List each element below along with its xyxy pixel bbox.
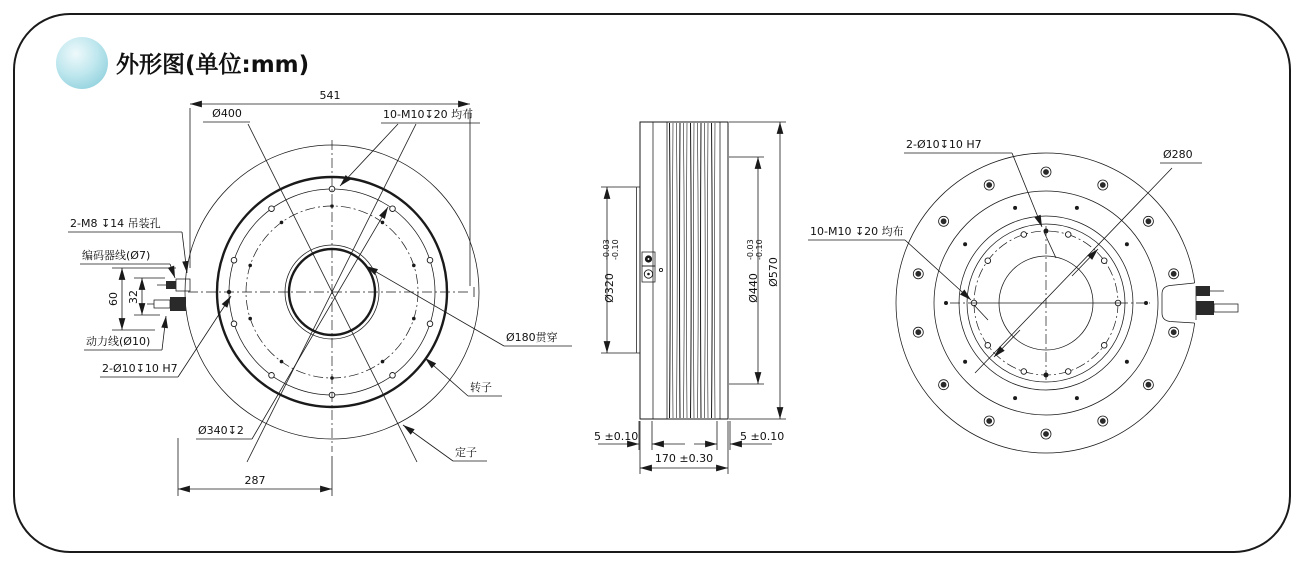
label-d180-through: Ø180贯穿 bbox=[506, 331, 558, 344]
label-d340: Ø340↧2 bbox=[198, 424, 244, 437]
section-bullet-icon bbox=[56, 37, 108, 89]
label-rotor: 转子 bbox=[470, 381, 492, 394]
label-bolt-pattern: 10-M10↧20 均布 bbox=[383, 108, 474, 121]
dim-32: 32 bbox=[127, 290, 140, 304]
label-bolt-pattern: 10-M10 ↧20 均布 bbox=[810, 225, 904, 238]
dim-gap-right: 5 ±0.10 bbox=[740, 430, 785, 443]
dim-60: 60 bbox=[107, 292, 120, 306]
dim-287: 287 bbox=[244, 474, 266, 487]
label-d280: Ø280 bbox=[1163, 148, 1193, 161]
label-d400: Ø400 bbox=[212, 107, 242, 120]
label-dowel-holes: 2-Ø10↧10 H7 bbox=[102, 362, 178, 375]
label-power-cable: 动力线(Ø10) bbox=[86, 335, 151, 348]
dim-541: 541 bbox=[319, 89, 341, 102]
label-encoder-cable: 编码器线(Ø7) bbox=[82, 249, 151, 262]
svg-text:-0.10: -0.10 bbox=[755, 239, 764, 260]
svg-text:-0.10: -0.10 bbox=[611, 239, 620, 260]
dim-gap-left: 5 ±0.10 bbox=[594, 430, 639, 443]
svg-text:Ø320: Ø320 bbox=[603, 273, 616, 303]
section-title: 外形图(单位:mm) bbox=[116, 52, 310, 78]
label-dowel-holes: 2-Ø10↧10 H7 bbox=[906, 138, 982, 151]
svg-text:-0.03: -0.03 bbox=[602, 239, 611, 260]
dim-d570: Ø570 bbox=[767, 257, 780, 287]
label-stator: 定子 bbox=[455, 446, 477, 459]
svg-text:Ø440: Ø440 bbox=[747, 273, 760, 303]
svg-text:-0.03: -0.03 bbox=[746, 239, 755, 260]
panel-border bbox=[14, 14, 1290, 552]
label-lifting-holes: 2-M8 ↧14 吊装孔 bbox=[70, 217, 161, 230]
dim-length: 170 ±0.30 bbox=[654, 452, 714, 465]
